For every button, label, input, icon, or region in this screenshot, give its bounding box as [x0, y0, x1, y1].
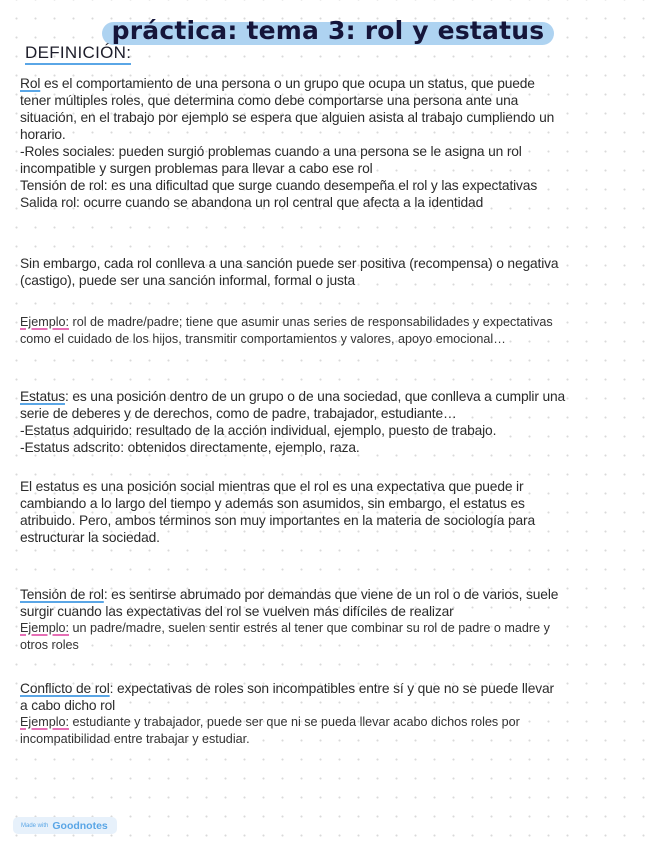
tension-ejemplo-line-2: otros roles: [20, 638, 79, 652]
ejemplo-rol-section: [20, 314, 638, 348]
tension-ejemplo-line-1: Ejemplo: un padre/madre, suelen sentir estrés al tener que combinar su rol de padre o madre y: [20, 621, 550, 635]
rol-line-7: Tensión de rol: es una dificultad que surge cuando desempeña el rol y las expectativas: [20, 178, 538, 193]
rol-line-6: incompatible y surgen problemas para llevar a cabo ese rol: [20, 161, 373, 176]
conflicto-line-1: Conflicto de rol: expectativas de roles son incompatibles entre sí y que no se puede llevar: [20, 681, 554, 696]
estatus-term: Estatus: [20, 389, 65, 404]
estatus-line-4: -Estatus adscrito: obtenidos directamente, ejemplo, raza.: [20, 440, 360, 455]
sancion-line-1: Sin embargo, cada rol conlleva a una sanción puede ser positiva (recompensa) o negativa: [20, 256, 559, 271]
conflicto-ejemplo-line-1: Ejemplo: estudiante y trabajador, puede ser que ni se pueda llevar acabo dichos roles por: [20, 715, 520, 729]
rol-line-8: Salida rol: ocurre cuando se abandona un rol central que afecta a la identidad: [20, 195, 484, 210]
conflicto-term: Conflicto de rol: [20, 681, 110, 696]
rol-term: Rol: [20, 76, 41, 91]
goodnotes-badge[interactable]: [13, 817, 117, 834]
estatus-par-line-3: atribuido. Pero, ambos términos son muy importantes en la materia de sociología para: [20, 513, 536, 528]
estatus-line-2: serie de deberes y de derechos, como de padre, trabajador, estudiante…: [20, 406, 457, 421]
ejemplo-label: Ejemplo:: [20, 315, 69, 329]
conflicto-line-2: a cabo dicho rol: [20, 698, 116, 713]
estatus-par-line-4: estructurar la sociedad.: [20, 530, 160, 545]
goodnotes-brand: Goodnotes: [52, 819, 108, 832]
rol-line-1: Rol es el comportamiento de una persona o un grupo que ocupa un status, que puede: [20, 76, 535, 91]
made-with-label: Made with: [21, 822, 49, 829]
definicion-heading: DEFINICIÓN:: [25, 43, 131, 65]
rol-line-3: situación, en el trabajo por ejemplo se espera que alguien asista al trabajo cumpliendo un: [20, 110, 555, 125]
tension-line-2: surgir cuando las expectativas del rol se vuelven más difíciles de realizar: [20, 604, 454, 619]
rol-line-2: tener múltiples roles, que determina como debe comportarse una persona ante una: [20, 93, 519, 108]
conflicto-ejemplo-label: Ejemplo:: [20, 715, 69, 729]
ejemplo-rol-line-1: Ejemplo: rol de madre/padre; tiene que asumir unas series de responsabilidades y expectativas: [20, 315, 553, 329]
estatus-line-1: Estatus: es una posición dentro de un grupo o de una sociedad, que conlleva a cumplir una: [20, 389, 566, 404]
sancion-line-2: (castigo), puede ser una sanción informal, formal o justa: [20, 273, 356, 288]
conflicto-ejemplo-line-2: incompatibilidad entre trabajar y estudiar.: [20, 732, 250, 746]
sancion-section: [20, 255, 638, 289]
estatus-section: [20, 388, 638, 456]
rol-line-5: -Roles sociales: pueden surgió problemas cuando a una persona se le asigna un rol: [20, 144, 522, 159]
tension-line-1: Tensión de rol: es sentirse abrumado por demandas que viene de un rol o de varios, suele: [20, 587, 559, 602]
conflicto-section: [20, 680, 638, 748]
rol-line-4: horario.: [20, 127, 66, 142]
ejemplo-rol-line-2: como el cuidado de los hijos, transmitir comportamientos y valores, apoyo emocional…: [20, 332, 506, 346]
tension-section: [20, 586, 638, 654]
estatus-par-line-2: cambiando a lo largo del tiempo y además son asumidos, sin embargo, el estatus es: [20, 496, 525, 511]
page-title: práctica: tema 3: rol y estatus: [102, 14, 555, 47]
estatus-par-line-1: El estatus es una posición social mientras que el rol es una expectativa que puede ir: [20, 479, 524, 494]
estatus-paragraph: [20, 478, 638, 546]
rol-section: [20, 75, 638, 211]
tension-term: Tensión de rol: [20, 587, 104, 602]
tension-ejemplo-label: Ejemplo:: [20, 621, 69, 635]
estatus-line-3: -Estatus adquirido: resultado de la acción individual, ejemplo, puesto de trabajo.: [20, 423, 497, 438]
